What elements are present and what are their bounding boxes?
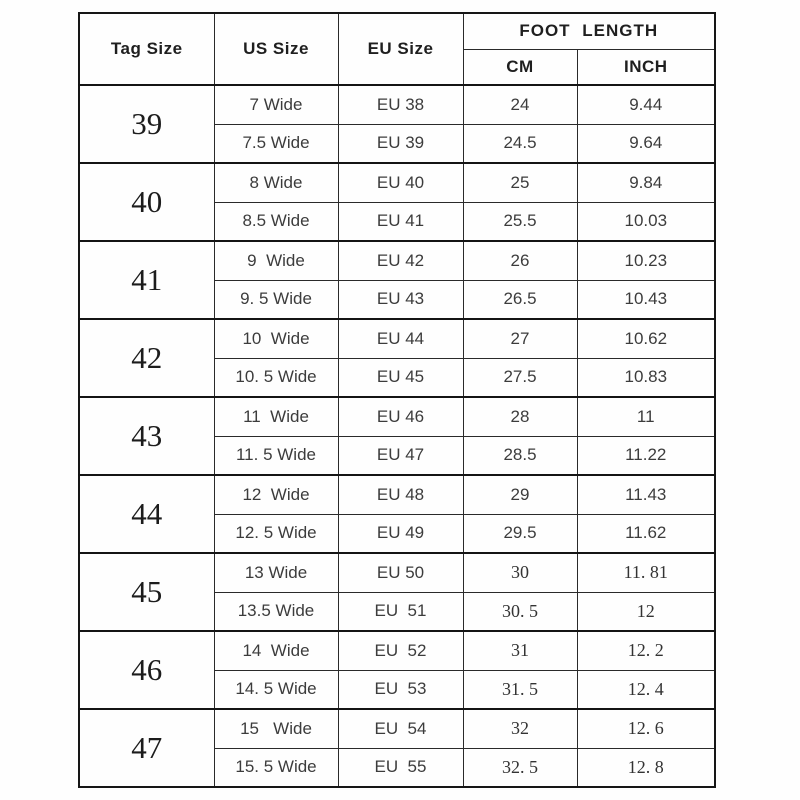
us-size-cell: 9. 5 Wide <box>214 280 338 319</box>
header-us-size: US Size <box>214 13 338 85</box>
us-size-cell: 12 Wide <box>214 475 338 514</box>
us-size-cell: 7.5 Wide <box>214 124 338 163</box>
us-size-cell: 14. 5 Wide <box>214 670 338 709</box>
header-inch: INCH <box>577 49 715 85</box>
inch-value-cell: 10.43 <box>577 280 715 319</box>
cm-value-cell: 30. 5 <box>463 592 577 631</box>
tag-size-cell: 42 <box>79 319 214 397</box>
us-size-cell: 8 Wide <box>214 163 338 202</box>
us-size-cell: 11 Wide <box>214 397 338 436</box>
table-row <box>79 319 715 358</box>
us-size-cell: 15 Wide <box>214 709 338 748</box>
inch-value-cell: 11.22 <box>577 436 715 475</box>
eu-size-cell: EU 55 <box>338 748 463 787</box>
tag-size-cell: 45 <box>79 553 214 631</box>
eu-size-cell: EU 45 <box>338 358 463 397</box>
eu-size-cell: EU 52 <box>338 631 463 670</box>
table-row <box>79 475 715 514</box>
eu-size-cell: EU 38 <box>338 85 463 124</box>
us-size-cell: 14 Wide <box>214 631 338 670</box>
header-eu-size: EU Size <box>338 13 463 85</box>
cm-value-cell: 28 <box>463 397 577 436</box>
inch-value-cell: 11.43 <box>577 475 715 514</box>
inch-value-cell: 9.64 <box>577 124 715 163</box>
header-tag-size: Tag Size <box>79 13 214 85</box>
us-size-cell: 12. 5 Wide <box>214 514 338 553</box>
eu-size-cell: EU 43 <box>338 280 463 319</box>
eu-size-cell: EU 51 <box>338 592 463 631</box>
tag-size-cell: 40 <box>79 163 214 241</box>
eu-size-cell: EU 47 <box>338 436 463 475</box>
table-row <box>79 397 715 436</box>
tag-size-cell: 41 <box>79 241 214 319</box>
cm-value-cell: 30 <box>463 553 577 592</box>
tag-size-cell: 39 <box>79 85 214 163</box>
us-size-cell: 8.5 Wide <box>214 202 338 241</box>
cm-value-cell: 29.5 <box>463 514 577 553</box>
us-size-cell: 7 Wide <box>214 85 338 124</box>
eu-size-cell: EU 41 <box>338 202 463 241</box>
us-size-cell: 15. 5 Wide <box>214 748 338 787</box>
table-body <box>79 85 715 787</box>
us-size-cell: 11. 5 Wide <box>214 436 338 475</box>
inch-value-cell: 9.44 <box>577 85 715 124</box>
us-size-cell: 13 Wide <box>214 553 338 592</box>
inch-value-cell: 12. 4 <box>577 670 715 709</box>
header-cm: CM <box>463 49 577 85</box>
table-row <box>79 709 715 748</box>
cm-value-cell: 27.5 <box>463 358 577 397</box>
us-size-cell: 13.5 Wide <box>214 592 338 631</box>
eu-size-cell: EU 50 <box>338 553 463 592</box>
tag-size-cell: 43 <box>79 397 214 475</box>
us-size-cell: 9 Wide <box>214 241 338 280</box>
cm-value-cell: 31. 5 <box>463 670 577 709</box>
cm-value-cell: 32. 5 <box>463 748 577 787</box>
cm-value-cell: 26 <box>463 241 577 280</box>
cm-value-cell: 27 <box>463 319 577 358</box>
cm-value-cell: 24.5 <box>463 124 577 163</box>
table-row <box>79 631 715 670</box>
inch-value-cell: 10.03 <box>577 202 715 241</box>
cm-value-cell: 26.5 <box>463 280 577 319</box>
eu-size-cell: EU 42 <box>338 241 463 280</box>
tag-size-cell: 47 <box>79 709 214 787</box>
eu-size-cell: EU 39 <box>338 124 463 163</box>
table-row <box>79 163 715 202</box>
shoe-size-table <box>78 12 716 788</box>
table-header <box>79 13 715 85</box>
inch-value-cell: 12. 2 <box>577 631 715 670</box>
cm-value-cell: 25 <box>463 163 577 202</box>
cm-value-cell: 32 <box>463 709 577 748</box>
inch-value-cell: 12 <box>577 592 715 631</box>
eu-size-cell: EU 54 <box>338 709 463 748</box>
cm-value-cell: 28.5 <box>463 436 577 475</box>
cm-value-cell: 25.5 <box>463 202 577 241</box>
eu-size-cell: EU 53 <box>338 670 463 709</box>
inch-value-cell: 10.23 <box>577 241 715 280</box>
inch-value-cell: 12. 8 <box>577 748 715 787</box>
tag-size-cell: 44 <box>79 475 214 553</box>
inch-value-cell: 11. 81 <box>577 553 715 592</box>
eu-size-cell: EU 40 <box>338 163 463 202</box>
table-row <box>79 553 715 592</box>
eu-size-cell: EU 49 <box>338 514 463 553</box>
cm-value-cell: 29 <box>463 475 577 514</box>
cm-value-cell: 31 <box>463 631 577 670</box>
inch-value-cell: 10.83 <box>577 358 715 397</box>
us-size-cell: 10 Wide <box>214 319 338 358</box>
eu-size-cell: EU 44 <box>338 319 463 358</box>
inch-value-cell: 11 <box>577 397 715 436</box>
us-size-cell: 10. 5 Wide <box>214 358 338 397</box>
header-foot-length: FOOT LENGTH <box>463 13 715 49</box>
eu-size-cell: EU 48 <box>338 475 463 514</box>
table-row <box>79 85 715 124</box>
eu-size-cell: EU 46 <box>338 397 463 436</box>
table-row <box>79 241 715 280</box>
inch-value-cell: 9.84 <box>577 163 715 202</box>
inch-value-cell: 12. 6 <box>577 709 715 748</box>
tag-size-cell: 46 <box>79 631 214 709</box>
inch-value-cell: 10.62 <box>577 319 715 358</box>
cm-value-cell: 24 <box>463 85 577 124</box>
inch-value-cell: 11.62 <box>577 514 715 553</box>
